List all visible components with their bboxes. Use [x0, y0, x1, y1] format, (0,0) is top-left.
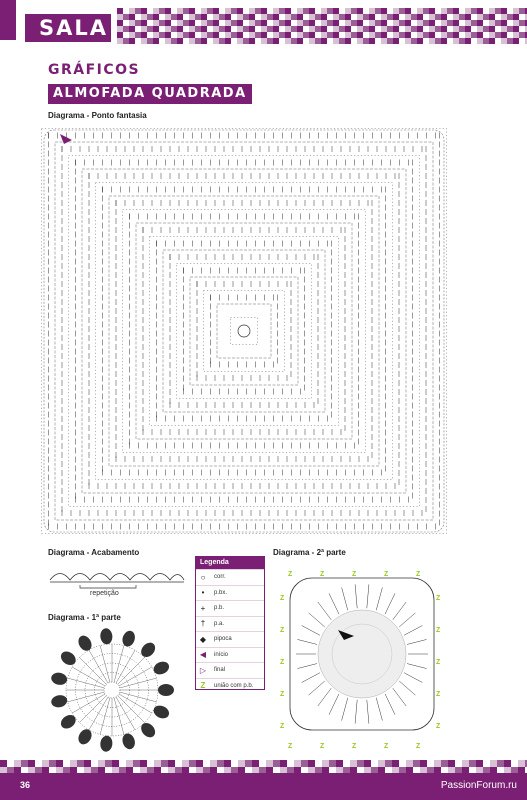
legend-label: pipoca [214, 636, 232, 643]
page-number: 36 [20, 780, 31, 790]
repeat-bracket [78, 584, 138, 590]
site-watermark: PassionForum.ru [440, 780, 517, 791]
main-square-diagram [40, 126, 448, 536]
legend-symbol-icon: † [200, 619, 206, 629]
part1-diagram-label: Diagrama - 1ª parte [48, 613, 121, 622]
legend-label: p.a. [214, 620, 225, 627]
legend-symbol-icon: ○ [200, 572, 206, 582]
main-diagram-label: Diagrama - Ponto fantasia [48, 111, 147, 120]
legend-symbol-icon: ◀ [199, 650, 207, 660]
svg-text:Z: Z [384, 571, 389, 578]
legend-item [196, 569, 264, 585]
part1-circle-diagram [48, 626, 176, 754]
legend-symbol-icon: + [200, 603, 206, 613]
finish-diagram-label: Diagrama - Acabamento [48, 548, 140, 557]
svg-text:Z: Z [320, 571, 325, 578]
part2-diagram-label: Diagrama - 2ª parte [273, 548, 346, 557]
svg-text:Z: Z [416, 571, 421, 578]
legend-item [196, 585, 264, 601]
svg-text:Z: Z [288, 743, 293, 750]
legend-item [196, 662, 264, 678]
part2-square-diagram [276, 566, 446, 754]
header-left-bar [0, 0, 16, 40]
legend-symbol-icon: Z [200, 681, 206, 691]
svg-text:Z: Z [352, 571, 357, 578]
svg-text:Z: Z [280, 595, 285, 602]
legend-item [196, 600, 264, 616]
legend-label: união com p.b. [214, 682, 254, 689]
legend-label: p.bx. [214, 589, 228, 596]
svg-text:Z: Z [288, 571, 293, 578]
legend-title: Legenda [196, 557, 264, 569]
bottom-checker-strip [0, 760, 527, 774]
legend-item [196, 678, 264, 694]
section-tab: SALA [25, 14, 111, 42]
legend-item [196, 631, 264, 647]
svg-text:Z: Z [280, 691, 285, 698]
svg-text:Z: Z [384, 743, 389, 750]
repeat-label: repetição [90, 590, 119, 597]
svg-text:Z: Z [436, 659, 441, 666]
legend-label: p.b. [214, 605, 225, 612]
svg-text:Z: Z [320, 743, 325, 750]
legend-item [196, 647, 264, 663]
legend-box [195, 556, 265, 690]
svg-text:Z: Z [280, 627, 285, 634]
legend-label: corr. [214, 574, 226, 581]
legend-item [196, 616, 264, 632]
graficos-heading: GRÁFICOS [48, 62, 141, 78]
svg-text:Z: Z [436, 627, 441, 634]
legend-symbol-icon: • [201, 588, 205, 598]
svg-text:Z: Z [280, 723, 285, 730]
project-title: ALMOFADA QUADRADA [48, 84, 252, 104]
svg-text:Z: Z [436, 691, 441, 698]
legend-symbol-icon: ◆ [199, 634, 207, 644]
svg-text:Z: Z [352, 743, 357, 750]
legend-label: final [214, 667, 226, 674]
svg-text:Z: Z [280, 659, 285, 666]
legend-label: início [214, 651, 229, 658]
svg-text:Z: Z [416, 743, 421, 750]
legend-symbol-icon: ▷ [199, 665, 207, 675]
top-checker-strip [117, 8, 527, 44]
svg-text:Z: Z [436, 723, 441, 730]
svg-text:Z: Z [436, 595, 441, 602]
